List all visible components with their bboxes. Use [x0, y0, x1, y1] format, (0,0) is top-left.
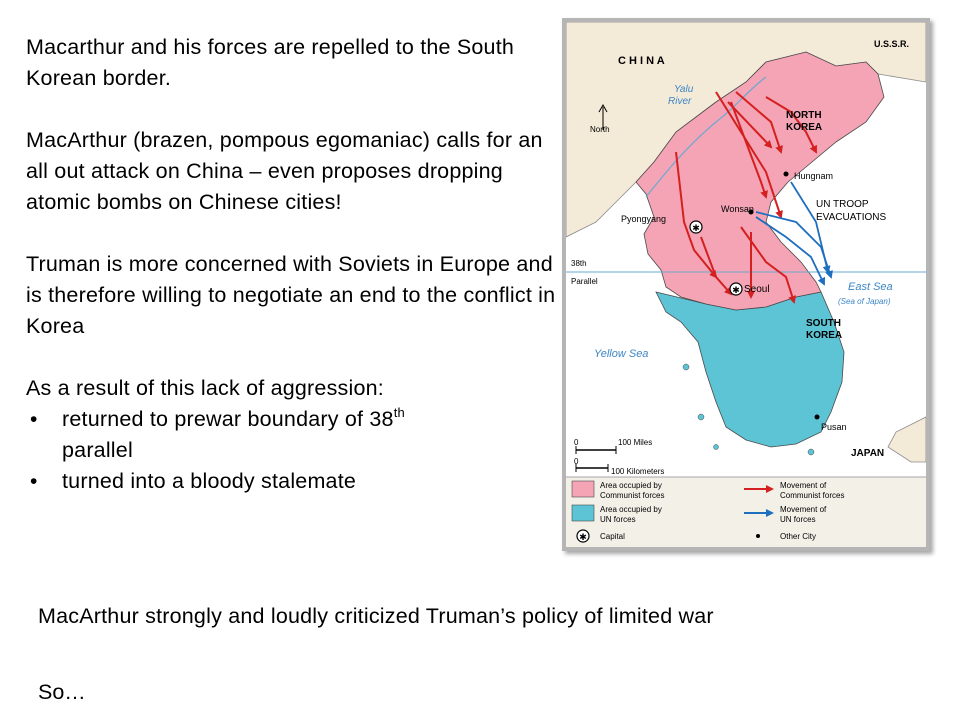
label-south-korea-2: KOREA [806, 330, 843, 341]
label-pusan: Pusan [821, 422, 847, 432]
label-wonsan: Wonsan [721, 204, 754, 214]
label-yalu: Yalu [674, 84, 694, 95]
scale-zero-km: 0 [574, 457, 579, 466]
legend-un-area-1: Area occupied by [600, 505, 662, 514]
legend-un-move-1: Movement of [780, 505, 827, 514]
legend-communist-move-2: Communist forces [780, 491, 845, 500]
island [683, 364, 689, 370]
svg-text:✱: ✱ [579, 532, 587, 542]
label-north-korea-2: KOREA [786, 122, 823, 133]
scale-km: 100 Kilometers [611, 467, 665, 476]
capital-icon-pyongyang [690, 221, 702, 233]
map-svg [566, 22, 926, 547]
slide-text [26, 32, 556, 497]
island [698, 414, 704, 420]
legend-un-swatch [572, 505, 594, 521]
label-sea-of-japan: (Sea of Japan) [838, 297, 891, 306]
legend-city-dot [756, 534, 760, 538]
label-un-troop-2: EVACUATIONS [816, 212, 887, 223]
label-north: North [590, 125, 610, 134]
island [714, 445, 719, 450]
label-38th: 38th [571, 259, 587, 268]
city-dot-hungnam [784, 172, 789, 177]
legend-un-area-2: UN forces [600, 515, 636, 524]
legend-communist-move-1: Movement of [780, 481, 827, 490]
paragraph-macarthur-attack: MacArthur (brazen, pompous egomaniac) calls for an all out attack on China – even proposes dropping atomic bombs on Chinese cities! [26, 128, 543, 214]
legend-capital: Capital [600, 532, 625, 541]
label-china: C H I N A [618, 55, 665, 67]
legend-communist-swatch [572, 481, 594, 497]
city-dot-pusan [815, 415, 820, 420]
label-parallel: Parallel [571, 277, 598, 286]
legend-communist-area-2: Communist forces [600, 491, 665, 500]
legend-un-move-2: UN forces [780, 515, 816, 524]
bullet-item-boundary [26, 404, 556, 466]
island [808, 449, 814, 455]
bullet-stalemate-text: turned into a bloody stalemate [62, 469, 357, 493]
legend-other-city: Other City [780, 532, 817, 541]
label-hungnam: Hungnam [794, 171, 834, 181]
scale-miles: 100 Miles [618, 438, 653, 447]
korean-war-map [562, 18, 930, 551]
label-river: River [668, 96, 692, 107]
label-japan: JAPAN [851, 448, 885, 459]
scale-zero-miles: 0 [574, 438, 579, 447]
svg-text:✱: ✱ [732, 285, 740, 295]
label-south-korea-1: SOUTH [806, 318, 841, 329]
capital-icon-seoul [730, 283, 742, 295]
svg-text:✱: ✱ [692, 223, 700, 233]
label-ussr: U.S.S.R. [874, 39, 910, 49]
label-pyongyang: Pyongyang [621, 214, 667, 224]
result-bullet-list [26, 404, 556, 497]
superscript-th: th [393, 405, 405, 420]
bullet-boundary-suffix: parallel [62, 438, 133, 462]
result-intro: As a result of this lack of aggression: [26, 376, 384, 400]
label-north-korea-1: NORTH [786, 110, 822, 121]
label-un-troop-1: UN TROOP [816, 199, 869, 210]
label-seoul: Seoul [744, 284, 770, 295]
bullet-item-stalemate [26, 466, 556, 497]
bullet-boundary-text: returned to prewar boundary of 38 [62, 407, 394, 431]
closing-line: So… [38, 680, 86, 704]
paragraph-truman-concerned: Truman is more concerned with Soviets in Europe and is therefore willing to negotiate an end to the conflict in Korea [26, 252, 556, 338]
limited-war-line: MacArthur strongly and loudly criticized Truman’s policy of limited war [38, 604, 714, 628]
paragraph-repelled: Macarthur and his forces are repelled to the South Korean border. [26, 35, 515, 90]
label-east-sea: East Sea [848, 281, 893, 293]
legend-capital-icon [577, 530, 589, 542]
legend-communist-area-1: Area occupied by [600, 481, 662, 490]
label-yellow-sea: Yellow Sea [594, 348, 649, 360]
